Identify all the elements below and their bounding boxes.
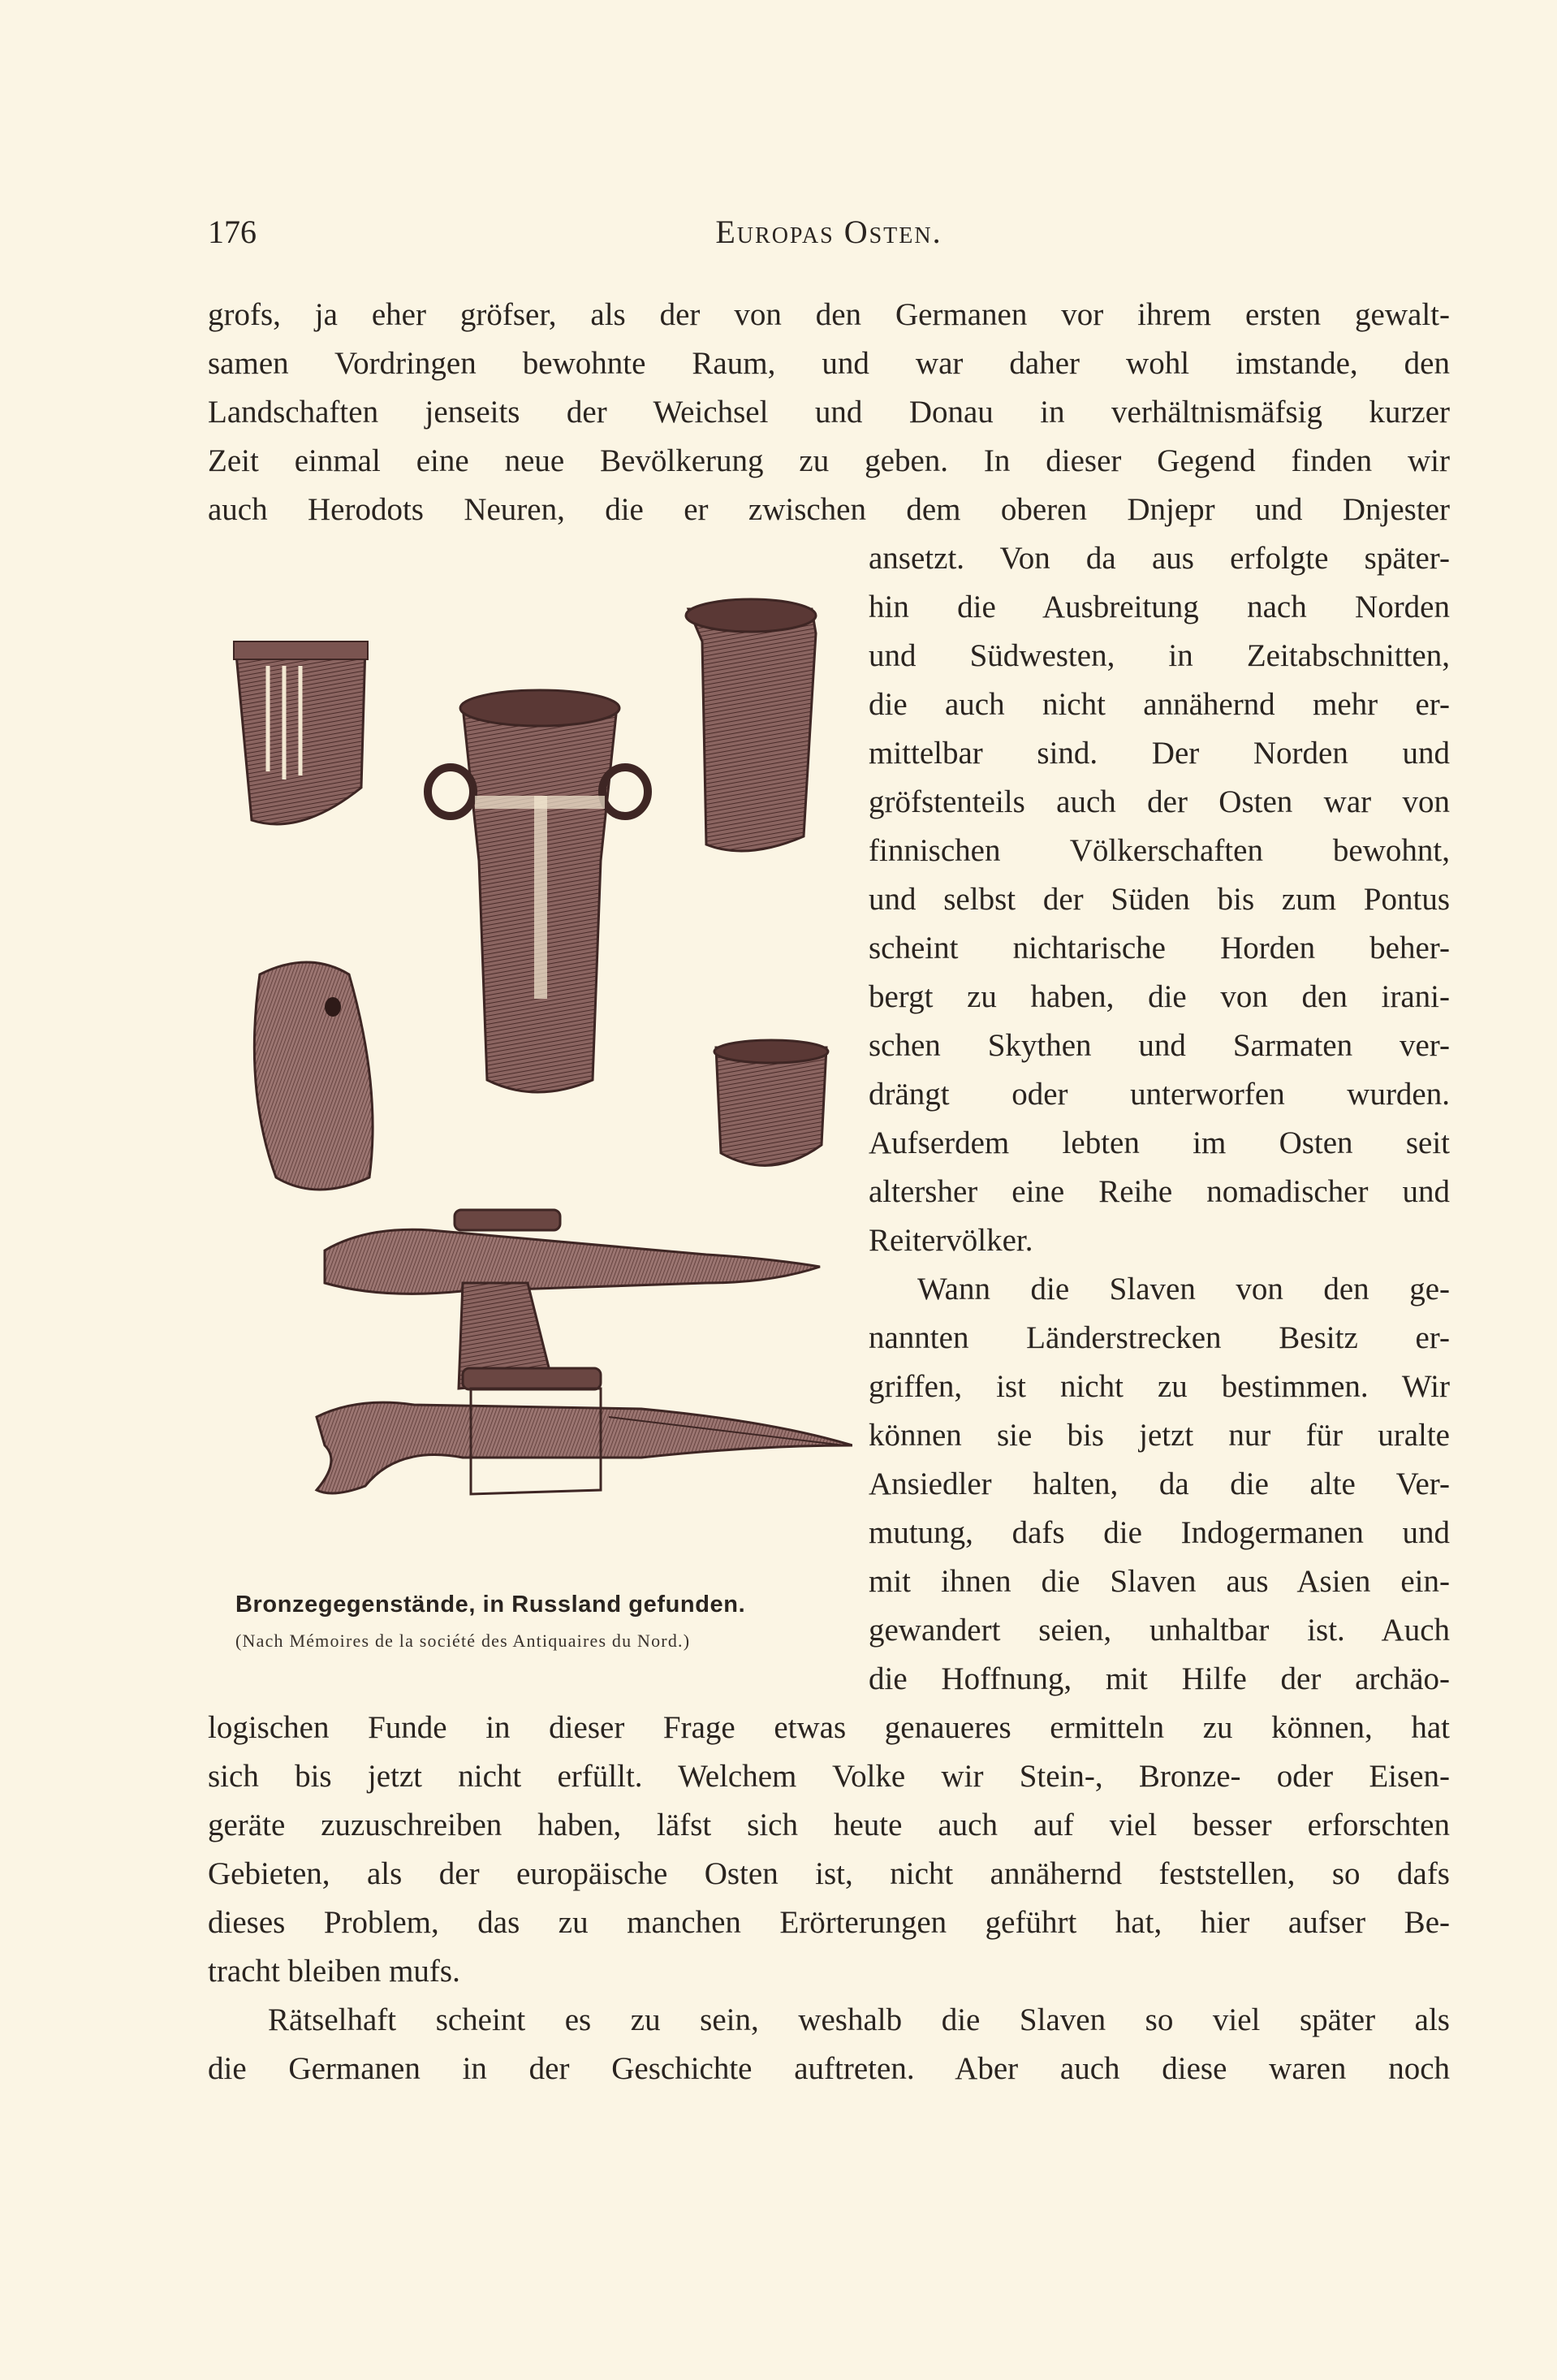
- bronze-artifacts-figure: [219, 585, 852, 1583]
- text-line: Landschaften jenseits der Weichsel und Donau in verhältnismäfsig kurzer: [208, 395, 1450, 430]
- page-number: 176: [208, 214, 257, 250]
- text-line: altersher eine Reihe nomadischer und: [869, 1174, 1450, 1209]
- text-line: mutung, dafs die Indogermanen und: [869, 1515, 1450, 1550]
- text-line: die Hoffnung, mit Hilfe der archäo-: [869, 1661, 1450, 1696]
- text-line: samen Vordringen bewohnte Raum, und war daher wohl imstande, den: [208, 346, 1450, 381]
- text-line: mittelbar sind. Der Norden und: [869, 736, 1450, 771]
- text-line: schen Skythen und Sarmaten ver-: [869, 1028, 1450, 1063]
- running-title: Europas Osten.: [715, 214, 942, 250]
- text-line: scheint nichtarische Horden beher-: [869, 931, 1450, 965]
- text-line: drängt oder unterworfen wurden.: [869, 1077, 1450, 1112]
- text-line: die Germanen in der Geschichte auftreten. Aber auch diese waren noch: [208, 2051, 1450, 2086]
- text-line: griffen, ist nicht zu bestimmen. Wir: [869, 1369, 1450, 1404]
- text-line: sich bis jetzt nicht erfüllt. Welchem Volke wir Stein-, Bronze- oder Eisen-: [208, 1759, 1450, 1794]
- text-line: bergt zu haben, die von den irani-: [869, 979, 1450, 1014]
- text-line: Wann die Slaven von den ge-: [917, 1272, 1450, 1307]
- text-line: Ansiedler halten, da die alte Ver-: [869, 1466, 1450, 1501]
- text-line: Aufserdem lebten im Osten seit: [869, 1125, 1450, 1160]
- text-line: finnischen Völkerschaften bewohnt,: [869, 833, 1450, 868]
- text-line: Reitervölker.: [869, 1223, 1033, 1258]
- text-line: können sie bis jetzt nur für uralte: [869, 1418, 1450, 1453]
- text-line: hin die Ausbreitung nach Norden: [869, 590, 1450, 624]
- socketed-axe-tall: [686, 599, 816, 851]
- animal-headed-axe: [317, 1368, 852, 1494]
- text-line: logischen Funde in dieser Frage etwas genaueres ermitteln zu können, hat: [208, 1710, 1450, 1745]
- shaft-hole-axe: [325, 1210, 820, 1389]
- text-line: gröfstenteils auch der Osten war von: [869, 784, 1450, 819]
- small-flanged-axe: [714, 1040, 828, 1165]
- text-line: auch Herodots Neuren, die er zwischen dem oberen Dnjepr und Dnjester: [208, 492, 1450, 527]
- text-line: und selbst der Süden bis zum Pontus: [869, 882, 1450, 917]
- text-line: Rätselhaft scheint es zu sein, weshalb die Slaven so viel später als: [268, 2002, 1450, 2037]
- text-line: grofs, ja eher gröfser, als der von den Germanen vor ihrem ersten gewalt-: [208, 297, 1450, 332]
- text-line: die auch nicht annähernd mehr er-: [869, 687, 1450, 722]
- text-line: mit ihnen die Slaven aus Asien ein-: [869, 1564, 1450, 1599]
- pear-shaped-axe: [254, 962, 373, 1190]
- text-line: geräte zuzuschreiben haben, läfst sich heute auch auf viel besser erforschten: [208, 1808, 1450, 1842]
- text-line: Zeit einmal eine neue Bevölkerung zu geben. In dieser Gegend finden wir: [208, 443, 1450, 478]
- text-line: nannten Länderstrecken Besitz er-: [869, 1320, 1450, 1355]
- text-line: und Südwesten, in Zeitabschnitten,: [869, 638, 1450, 673]
- text-line: Gebieten, als der europäische Osten ist, nicht annähernd feststellen, so dafs: [208, 1856, 1450, 1891]
- text-line: ansetzt. Von da aus erfolgte später-: [869, 541, 1450, 576]
- text-line: tracht bleiben mufs.: [208, 1954, 460, 1989]
- figure-source: (Nach Mémoires de la société des Antiquaires du Nord.): [235, 1631, 691, 1651]
- page-header: [208, 213, 1450, 253]
- figure-caption: Bronzegegenstände, in Russland gefunden.: [235, 1592, 746, 1618]
- text-line: gewandert seien, unhaltbar ist. Auch: [869, 1613, 1450, 1648]
- text-line: dieses Problem, das zu manchen Erörterungen geführt hat, hier aufser Be-: [208, 1905, 1450, 1940]
- socketed-axe-small: [234, 641, 368, 824]
